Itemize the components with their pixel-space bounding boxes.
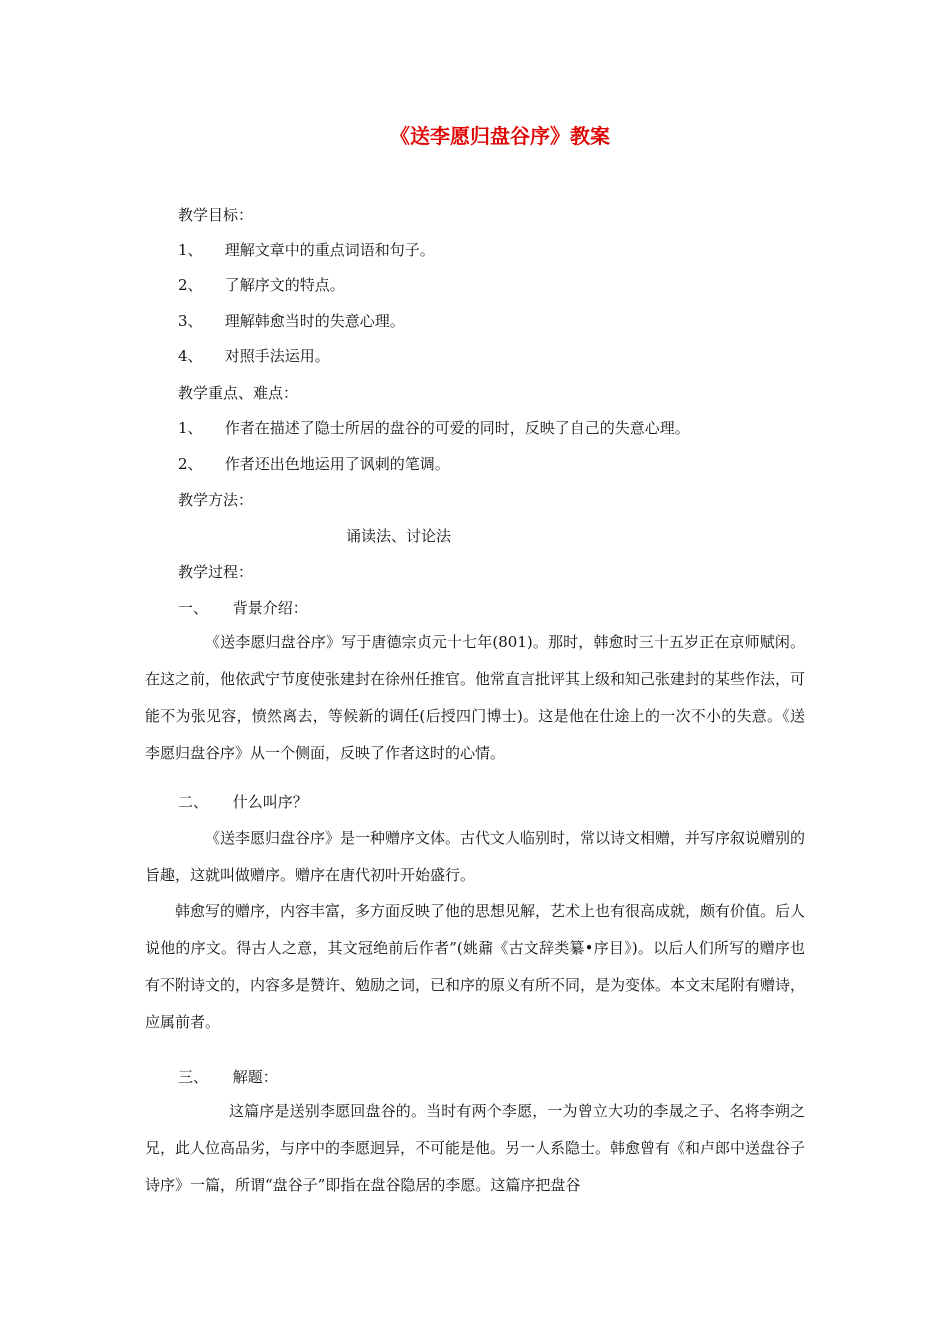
section-title: 什么叫序？	[232, 793, 308, 811]
goal-item	[178, 275, 345, 295]
key-point-item	[178, 418, 690, 438]
section-paragraph: 这篇序是送别李愿回盘谷的。当时有两个李愿，一为曾立大功的李晟之子、名将李朔之兄，此人位高品劣，与序中的李愿迥异，不可能是他。另一人系隐士。韩愈曾有《和卢郎中送盘谷子诗序》一篇，所谓“盘谷子”即指在盘谷隐居的李愿。这篇序把盘谷	[145, 1102, 806, 1194]
goal-number: 4、	[178, 347, 203, 365]
key-point-text: 作者在描述了隐士所居的盘谷的可爱的同时，反映了自己的失意心理。	[224, 419, 690, 437]
goal-number: 3、	[178, 312, 203, 330]
goal-item	[178, 240, 435, 260]
section-title: 解题：	[232, 1068, 278, 1086]
goal-item	[178, 311, 405, 331]
section-paragraph: 韩愈写的赠序，内容丰富，多方面反映了他的思想见解，艺术上也有很高成就，颇有价值。后人说他的序文。得古人之意，其文冠绝前后作者”(姚鼐《古文辞类纂•序目》)。以后人们所写的赠序也有不附诗文的，内容多是赞许、勉励之词，已和序的原义有所不同，是为变体。本文末尾附有赠诗，应属前者。	[145, 902, 806, 1031]
key-point-text: 作者还出色地运用了讽刺的笔调。	[224, 455, 450, 473]
method-heading: 教学方法：	[178, 491, 254, 509]
section-number: 一、	[178, 599, 209, 617]
goals-heading: 教学目标：	[178, 206, 254, 224]
key-points-heading: 教学重点、难点：	[178, 384, 299, 402]
section-paragraph: 《送李愿归盘谷序》写于唐德宗贞元十七年(801)。那时，韩愈时三十五岁正在京师赋闲。在这之前，他依武宁节度使张建封在徐州任推官。他常直言批评其上级和知己张建封的某些作法，可能不为张见容，愤然离去，等候新的调任(后授四门博士)。这是他在仕途上的一次不小的失意。《送李愿归盘谷序》从一个侧面，反映了作者这时的心情。	[145, 633, 806, 762]
section-number: 三、	[178, 1068, 209, 1086]
goal-text: 理解韩愈当时的失意心理。	[224, 312, 405, 330]
goal-number: 1、	[178, 241, 203, 259]
goal-text: 理解文章中的重点词语和句子。	[224, 241, 435, 259]
section-title: 背景介绍：	[232, 599, 308, 617]
section-heading	[178, 598, 308, 618]
section-heading	[178, 1067, 278, 1087]
section-number: 二、	[178, 793, 209, 811]
key-point-item	[178, 454, 450, 474]
goal-item	[178, 346, 330, 366]
process-heading: 教学过程：	[178, 563, 254, 581]
goal-text: 了解序文的特点。	[224, 276, 345, 294]
section-heading	[178, 792, 308, 812]
key-point-number: 2、	[178, 455, 203, 473]
section-paragraph: 《送李愿归盘谷序》是一种赠序文体。古代文人临别时，常以诗文相赠，并写序叙说赠别的旨趣，这就叫做赠序。赠序在唐代初叶开始盛行。	[145, 829, 806, 884]
method-text: 诵读法、讨论法	[346, 527, 452, 545]
goal-text: 对照手法运用。	[224, 347, 330, 365]
key-point-number: 1、	[178, 419, 203, 437]
document-title: 《送李愿归盘谷序》教案	[390, 124, 610, 148]
goal-number: 2、	[178, 276, 203, 294]
